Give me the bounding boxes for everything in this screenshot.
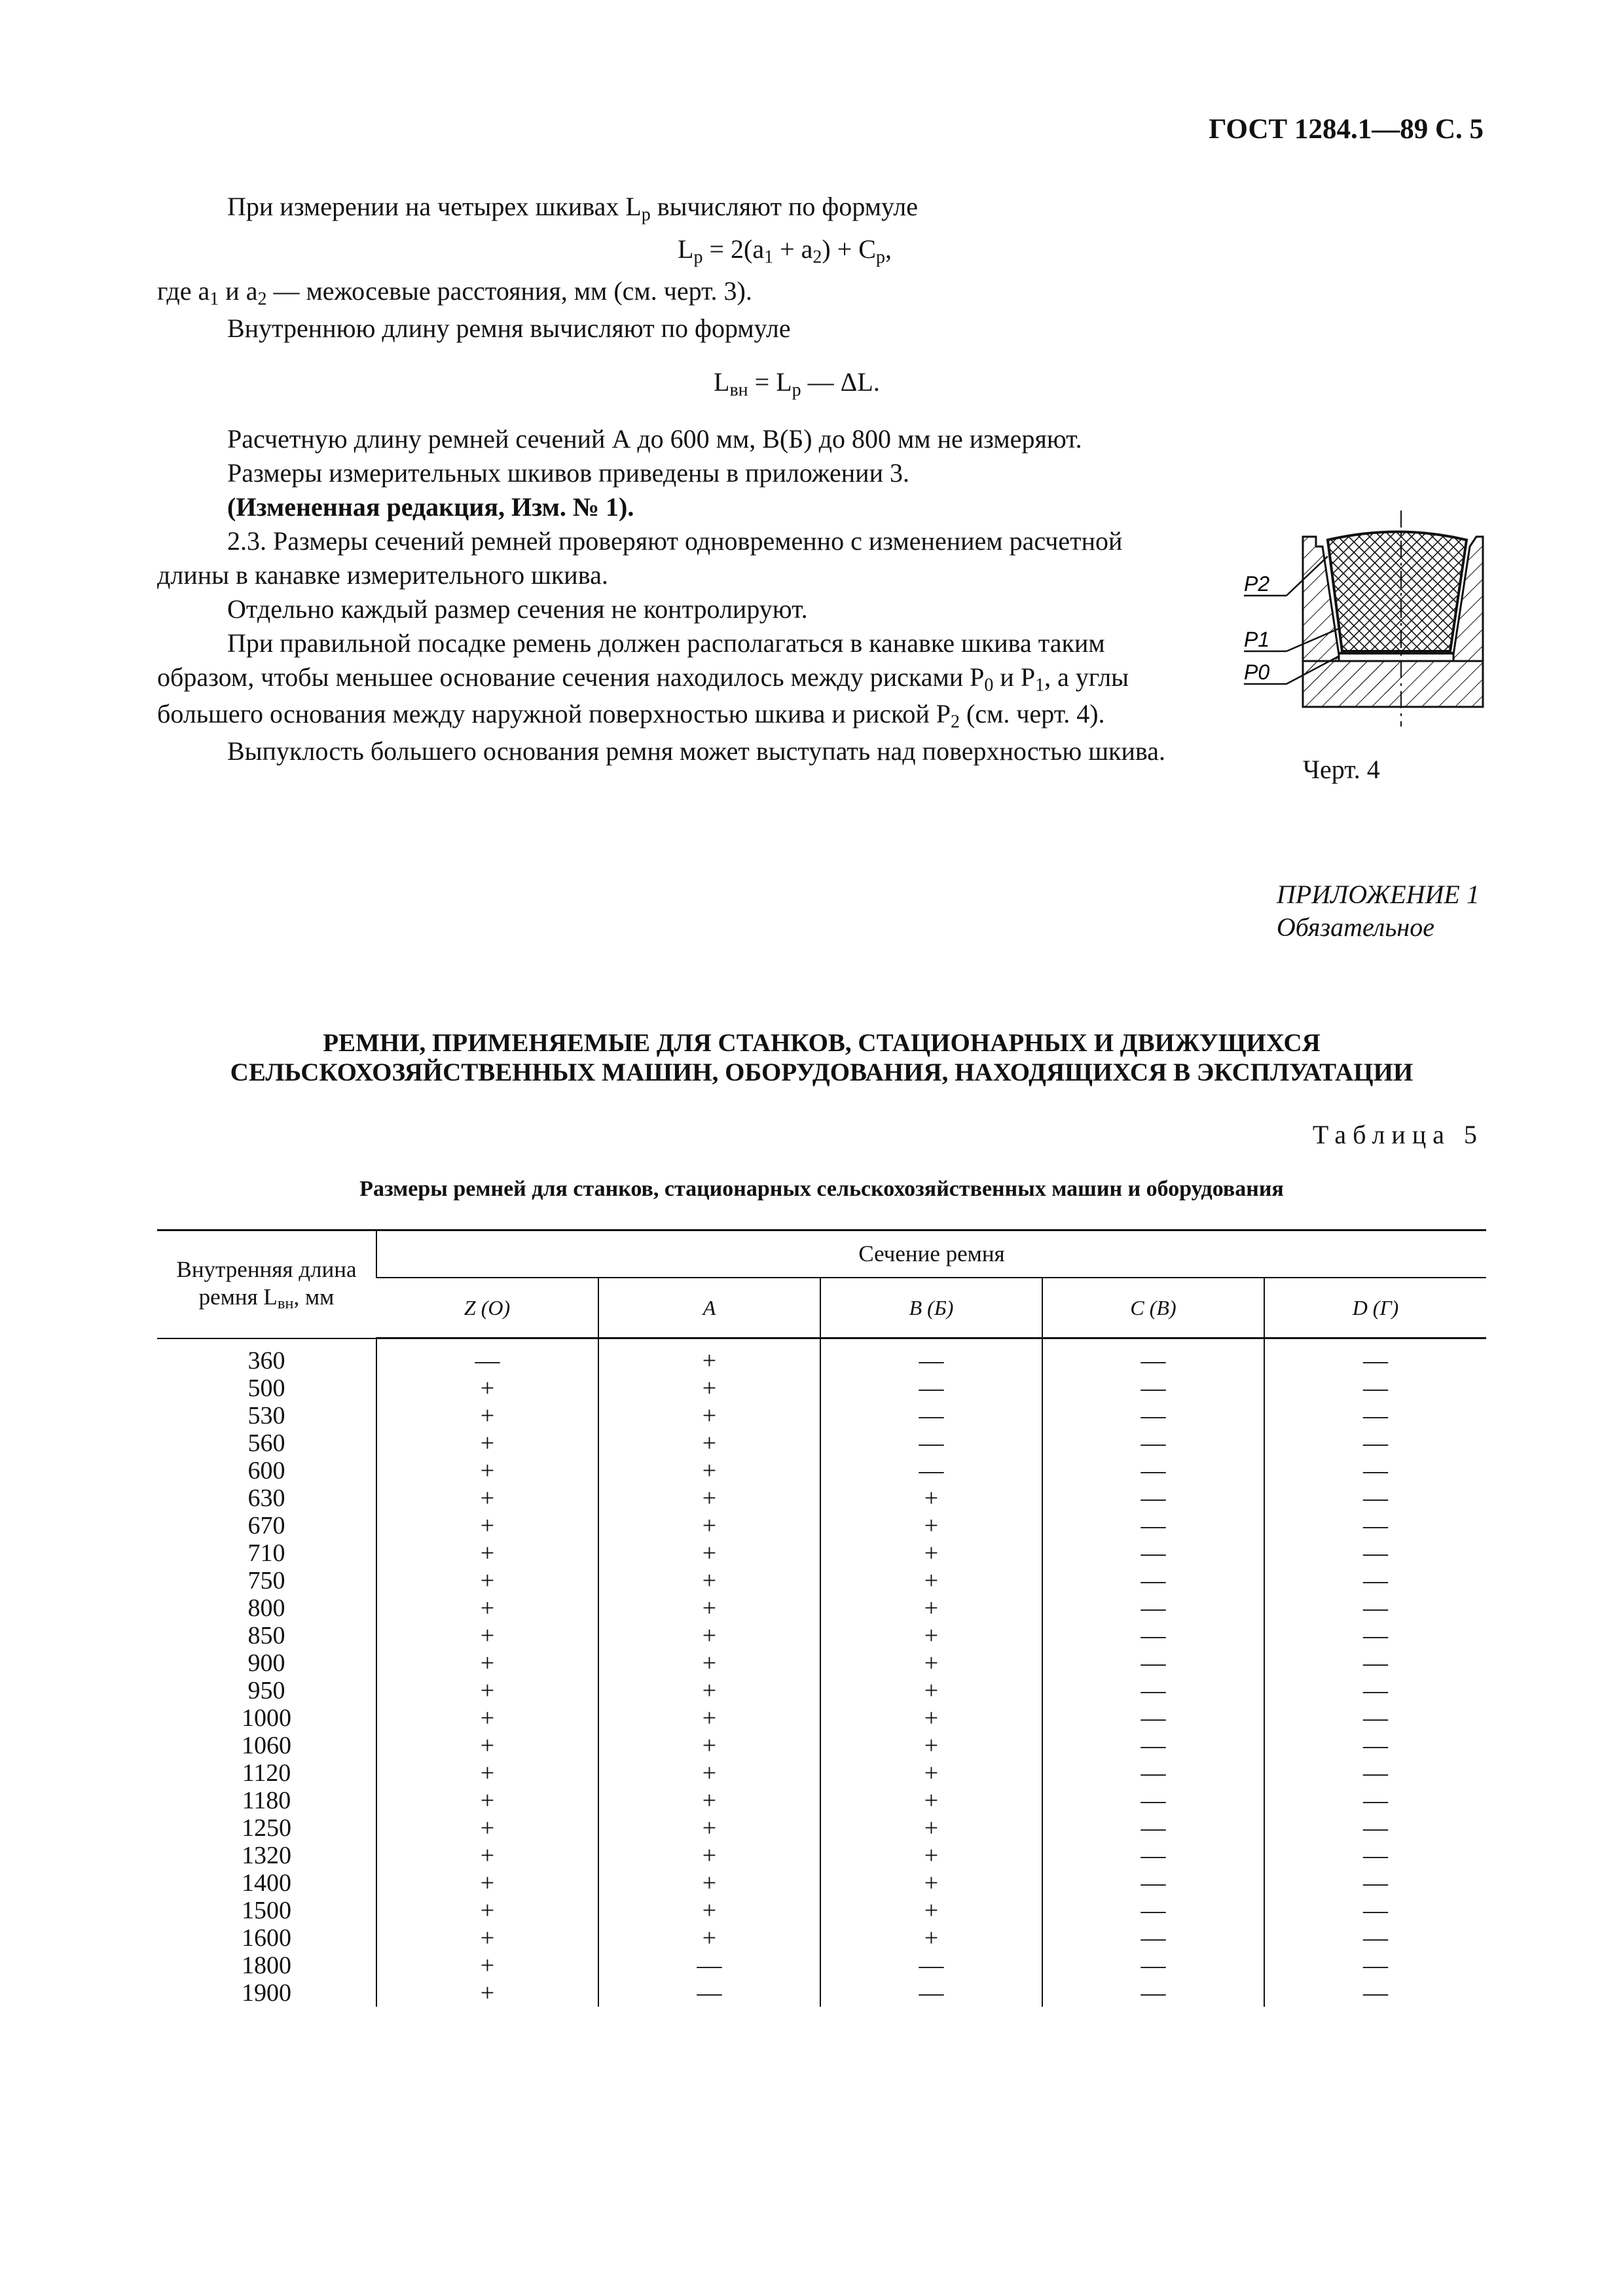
paragraph-inner-length: Внутреннюю длину ремня вычисляют по формуле (227, 313, 791, 343)
section-cell: — (1042, 1759, 1264, 1787)
paragraph-convexity: Выпуклость большего основания ремня может выступать над поверхностью шкива. (227, 736, 1165, 766)
table-row (157, 1594, 1486, 1622)
length-cell: 750 (247, 1567, 285, 1594)
section-cell: — (1264, 1649, 1486, 1677)
section-cell: — (1264, 1787, 1486, 1814)
length-cell: 560 (247, 1429, 285, 1457)
text-run: При измерении на четырех шкивах L (227, 192, 642, 221)
length-cell: 1600 (242, 1924, 291, 1952)
header-section-3: C (B) (1042, 1278, 1264, 1338)
section-cell: — (1264, 1457, 1486, 1484)
section-cell: — (820, 1952, 1042, 1979)
section-cell: — (1264, 1338, 1486, 1375)
section-cell: + (376, 1429, 598, 1457)
appendix-heading (1277, 878, 1484, 944)
header-section-2: B (Б) (820, 1278, 1042, 1338)
section-cell: + (820, 1814, 1042, 1842)
section-cell: + (376, 1924, 598, 1952)
length-cell: 630 (247, 1484, 285, 1512)
table-row (157, 1649, 1486, 1677)
table-row (157, 1677, 1486, 1704)
section-cell: — (1042, 1677, 1264, 1704)
section-cell: + (820, 1787, 1042, 1814)
section-cell: + (376, 1842, 598, 1869)
section-cell: + (598, 1512, 820, 1539)
section-cell: + (598, 1429, 820, 1457)
length-cell: 850 (247, 1622, 285, 1649)
section-cell: — (376, 1338, 598, 1375)
section-cell: — (1042, 1338, 1264, 1375)
pulley-base (1303, 661, 1483, 707)
section-cell: + (598, 1402, 820, 1429)
section-cell: — (820, 1429, 1042, 1457)
section-cell: + (376, 1732, 598, 1759)
table-row (157, 1539, 1486, 1567)
body-text (157, 190, 1270, 768)
section-cell: — (1042, 1897, 1264, 1924)
text-run: вычисляют по формуле (650, 192, 919, 221)
section-cell: — (1042, 1649, 1264, 1677)
table-caption: Размеры ремней для станков, стационарных сельскохозяйственных машин и оборудования (359, 1177, 1284, 1201)
label-p1: P1 (1244, 628, 1270, 651)
table-row (157, 1704, 1486, 1732)
section-title-line1: РЕМНИ, ПРИМЕНЯЕМЫЕ ДЛЯ СТАНКОВ, СТАЦИОНАРНЫХ И ДВИЖУЩИХСЯ (323, 1029, 1321, 1057)
label-p0: P0 (1244, 660, 1270, 684)
section-cell: — (1264, 1567, 1486, 1594)
section-cell: + (376, 1539, 598, 1567)
section-title-line2: СЕЛЬСКОХОЗЯЙСТВЕННЫХ МАШИН, ОБОРУДОВАНИЯ, НАХОДЯЩИХСЯ В ЭКСПЛУАТАЦИИ (230, 1058, 1413, 1086)
paragraph-2-3: 2.3. Размеры сечений ремней проверяют одновременно с изменением расчетной длины в канавке измерительного шкива. (157, 526, 1123, 590)
table-row (157, 1457, 1486, 1484)
table-row (157, 1979, 1486, 2007)
section-cell: — (1042, 1594, 1264, 1622)
section-cell: + (598, 1649, 820, 1677)
section-cell: — (1264, 1732, 1486, 1759)
table-row (157, 1512, 1486, 1539)
section-cell: — (1264, 1429, 1486, 1457)
section-cell: + (820, 1512, 1042, 1539)
section-cell: + (820, 1484, 1042, 1512)
header-belt-section: Сечение ремня (376, 1230, 1486, 1278)
table-row (157, 1732, 1486, 1759)
section-cell: — (1264, 1924, 1486, 1952)
section-cell: + (376, 1704, 598, 1732)
paragraph-calc-length: Расчетную длину ремней сечений А до 600 мм, В(Б) до 800 мм не измеряют. (227, 423, 1082, 454)
section-cell: — (820, 1374, 1042, 1402)
section-cell: — (1264, 1869, 1486, 1897)
section-cell: + (376, 1402, 598, 1429)
table-row (157, 1567, 1486, 1594)
length-cell: 1800 (242, 1952, 291, 1979)
length-cell: 670 (247, 1512, 285, 1539)
appendix-title: ПРИЛОЖЕНИЕ 1 (1276, 880, 1480, 909)
section-cell: + (598, 1759, 820, 1787)
length-cell: 710 (247, 1539, 285, 1567)
section-cell: — (1042, 1979, 1264, 2007)
section-cell: + (598, 1539, 820, 1567)
table-row (157, 1842, 1486, 1869)
section-cell: — (1042, 1732, 1264, 1759)
section-cell: + (376, 1814, 598, 1842)
length-cell: 1320 (242, 1842, 291, 1869)
length-cell: 1120 (242, 1759, 291, 1787)
length-cell: 1900 (242, 1979, 291, 2007)
section-cell: + (820, 1842, 1042, 1869)
header-section-4: D (Г) (1264, 1278, 1486, 1338)
table-row (157, 1402, 1486, 1429)
subscript: p (641, 204, 651, 225)
section-cell: — (820, 1457, 1042, 1484)
belt-section (1328, 532, 1467, 652)
length-cell: 530 (247, 1402, 285, 1429)
section-cell: + (376, 1484, 598, 1512)
section-cell: + (598, 1677, 820, 1704)
section-cell: + (598, 1374, 820, 1402)
section-cell: — (1042, 1457, 1264, 1484)
section-cell: — (1264, 1512, 1486, 1539)
section-cell: + (598, 1732, 820, 1759)
section-cell: — (1264, 1677, 1486, 1704)
section-cell: — (820, 1979, 1042, 2007)
section-cell: + (376, 1512, 598, 1539)
section-cell: + (598, 1338, 820, 1375)
section-cell: — (1042, 1402, 1264, 1429)
table-row (157, 1338, 1486, 1375)
section-cell: + (598, 1897, 820, 1924)
belt-sizes-table (157, 1229, 1486, 2007)
length-cell: 950 (247, 1677, 285, 1704)
section-cell: — (1042, 1622, 1264, 1649)
section-cell: — (1264, 1814, 1486, 1842)
table-row (157, 1897, 1486, 1924)
section-cell: — (1042, 1374, 1264, 1402)
section-cell: — (1042, 1567, 1264, 1594)
section-cell: + (376, 1979, 598, 2007)
section-cell: — (820, 1338, 1042, 1375)
section-cell: + (598, 1787, 820, 1814)
section-cell: + (820, 1897, 1042, 1924)
section-cell: + (820, 1924, 1042, 1952)
section-cell: — (1264, 1622, 1486, 1649)
section-cell: — (598, 1979, 820, 2007)
section-cell: — (1042, 1429, 1264, 1457)
section-cell: — (1264, 1979, 1486, 2007)
table-row (157, 1869, 1486, 1897)
section-cell: — (1042, 1814, 1264, 1842)
section-cell: + (376, 1677, 598, 1704)
table-number: Таблица 5 (1312, 1120, 1484, 1149)
length-cell: 1000 (242, 1704, 291, 1732)
section-cell: — (1264, 1594, 1486, 1622)
length-cell: 800 (247, 1594, 285, 1622)
section-cell: + (820, 1649, 1042, 1677)
section-cell: + (598, 1484, 820, 1512)
table-row (157, 1484, 1486, 1512)
section-cell: — (820, 1402, 1042, 1429)
table-row (157, 1759, 1486, 1787)
section-cell: + (598, 1869, 820, 1897)
section-cell: — (1042, 1869, 1264, 1897)
formula-lp: $L_p = 2(a_1 + a_2) + C_p$, (678, 234, 892, 267)
length-cell: 1400 (242, 1869, 291, 1897)
paragraph-distances: где $a_1$ и $a_2$ — межосевые расстояния, мм (см. черт. 3). (157, 276, 752, 310)
section-cell: — (1042, 1787, 1264, 1814)
header-section-0: Z (O) (376, 1278, 598, 1338)
length-cell: 1500 (242, 1897, 291, 1924)
section-cell: + (376, 1759, 598, 1787)
paragraph-fit: При правильной посадке ремень должен располагаться в канавке шкива таким образом, чтобы меньшее основание сечения находилось между рисками $P_0$ и $P_1$, а углы большего основания между наружной поверхностью шкива и риской $P_2$ (см. черт. 4). (157, 628, 1129, 732)
section-cell: + (598, 1924, 820, 1952)
section-cell: — (1042, 1484, 1264, 1512)
section-cell: — (1264, 1759, 1486, 1787)
section-cell: — (1042, 1539, 1264, 1567)
table-row (157, 1952, 1486, 1979)
section-cell: + (376, 1457, 598, 1484)
section-cell: + (598, 1567, 820, 1594)
header-inner-length: Внутренняя длина ремня $L_{вн}$, мм (157, 1230, 376, 1338)
section-cell: + (376, 1374, 598, 1402)
section-cell: + (376, 1787, 598, 1814)
length-cell: 360 (247, 1346, 285, 1374)
section-cell: — (1042, 1704, 1264, 1732)
section-cell: + (598, 1594, 820, 1622)
section-cell: — (1042, 1842, 1264, 1869)
section-cell: + (376, 1567, 598, 1594)
section-cell: — (1042, 1924, 1264, 1952)
paragraph-four-pulleys (157, 190, 1270, 227)
section-cell: + (376, 1952, 598, 1979)
formula-lvn: $L_{вн} = L_p$ — ΔL. (714, 367, 880, 401)
table-row (157, 1814, 1486, 1842)
section-cell: + (820, 1704, 1042, 1732)
section-cell: — (1264, 1484, 1486, 1512)
length-cell: 1250 (242, 1814, 291, 1842)
section-cell: + (376, 1649, 598, 1677)
paragraph-amendment: (Измененная редакция, Изм. № 1). (227, 492, 634, 522)
length-cell: 1060 (242, 1732, 291, 1759)
section-cell: + (820, 1677, 1042, 1704)
length-cell: 1180 (242, 1787, 291, 1814)
label-p2: P2 (1244, 572, 1270, 596)
section-cell: + (376, 1594, 598, 1622)
paragraph-not-controlled: Отдельно каждый размер сечения не контролируют. (227, 594, 808, 624)
section-cell: — (1264, 1952, 1486, 1979)
table-row (157, 1374, 1486, 1402)
paragraph-pulley-sizes: Размеры измерительных шкивов приведены в приложении 3. (227, 457, 909, 488)
length-cell: 600 (247, 1457, 285, 1484)
drawing-4 (1218, 511, 1493, 726)
table-row (157, 1787, 1486, 1814)
section-cell: — (1042, 1952, 1264, 1979)
appendix-subtitle: Обязательное (1276, 912, 1434, 942)
section-title (157, 1029, 1486, 1088)
section-cell: + (598, 1842, 820, 1869)
table-row (157, 1924, 1486, 1952)
section-cell: — (1264, 1402, 1486, 1429)
section-cell: — (1264, 1539, 1486, 1567)
section-cell: + (598, 1457, 820, 1484)
section-cell: — (1264, 1704, 1486, 1732)
page-header: ГОСТ 1284.1—89 С. 5 (1209, 114, 1484, 145)
section-cell: + (820, 1732, 1042, 1759)
header-section-1: A (598, 1278, 820, 1338)
length-cell: 500 (247, 1374, 285, 1402)
section-cell: + (820, 1594, 1042, 1622)
section-cell: — (1264, 1897, 1486, 1924)
section-cell: + (598, 1814, 820, 1842)
section-cell: — (1264, 1842, 1486, 1869)
section-cell: + (820, 1622, 1042, 1649)
table-row (157, 1429, 1486, 1457)
table-row (157, 1622, 1486, 1649)
section-cell: + (376, 1869, 598, 1897)
section-cell: — (1264, 1374, 1486, 1402)
length-cell: 900 (247, 1649, 285, 1677)
section-cell: + (820, 1759, 1042, 1787)
section-cell: + (820, 1539, 1042, 1567)
section-cell: — (1042, 1512, 1264, 1539)
section-cell: + (820, 1567, 1042, 1594)
section-cell: — (598, 1952, 820, 1979)
drawing-caption: Черт. 4 (1303, 755, 1380, 784)
section-cell: + (598, 1704, 820, 1732)
section-cell: + (376, 1897, 598, 1924)
section-cell: + (598, 1622, 820, 1649)
section-cell: + (376, 1622, 598, 1649)
section-cell: + (820, 1869, 1042, 1897)
